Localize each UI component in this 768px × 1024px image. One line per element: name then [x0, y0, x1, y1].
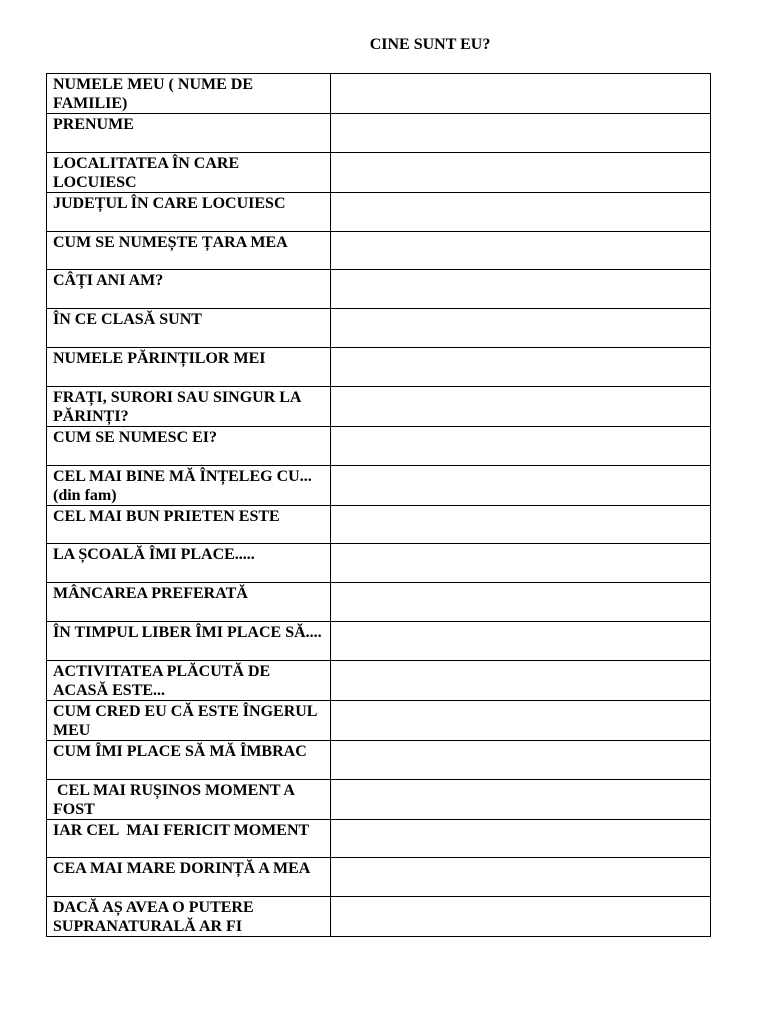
question-label: LA ȘCOALĂ ÎMI PLACE.....	[47, 544, 331, 583]
question-label: NUMELE MEU ( NUME DE FAMILIE)	[47, 74, 331, 114]
table-row	[47, 740, 711, 779]
questionnaire-body	[47, 74, 711, 937]
table-row	[47, 152, 711, 192]
answer-cell[interactable]	[331, 270, 711, 309]
answer-cell[interactable]	[331, 231, 711, 270]
question-label: CUM SE NUMEȘTE ȚARA MEA	[47, 231, 331, 270]
answer-cell[interactable]	[331, 779, 711, 819]
table-row	[47, 74, 711, 114]
table-row	[47, 192, 711, 231]
answer-cell[interactable]	[331, 114, 711, 153]
table-row	[47, 621, 711, 660]
table-row	[47, 114, 711, 153]
answer-cell[interactable]	[331, 74, 711, 114]
answer-cell[interactable]	[331, 426, 711, 465]
answer-cell[interactable]	[331, 192, 711, 231]
answer-cell[interactable]	[331, 621, 711, 660]
table-row	[47, 465, 711, 505]
table-row	[47, 309, 711, 348]
question-label: IAR CEL MAI FERICIT MOMENT	[47, 819, 331, 858]
answer-cell[interactable]	[331, 660, 711, 700]
table-row	[47, 700, 711, 740]
answer-cell[interactable]	[331, 858, 711, 897]
question-label: ÎN TIMPUL LIBER ÎMI PLACE SĂ....	[47, 621, 331, 660]
table-row	[47, 347, 711, 386]
question-label: CUM SE NUMESC EI?	[47, 426, 331, 465]
table-row	[47, 270, 711, 309]
question-label: CUM CRED EU CĂ ESTE ÎNGERUL MEU	[47, 700, 331, 740]
answer-cell[interactable]	[331, 583, 711, 622]
page-title: CINE SUNT EU?	[369, 36, 491, 53]
question-label: DACĂ AȘ AVEA O PUTERE SUPRANATURALĂ AR FI	[47, 897, 331, 937]
question-label: MÂNCAREA PREFERATĂ	[47, 583, 331, 622]
table-row	[47, 505, 711, 544]
question-label: PRENUME	[47, 114, 331, 153]
question-label: FRAȚI, SURORI SAU SINGUR LA PĂRINȚI?	[47, 386, 331, 426]
table-row	[47, 897, 711, 937]
question-label: CEL MAI BINE MĂ ÎNȚELEG CU...(din fam)	[47, 465, 331, 505]
table-row	[47, 544, 711, 583]
answer-cell[interactable]	[331, 544, 711, 583]
answer-cell[interactable]	[331, 347, 711, 386]
answer-cell[interactable]	[331, 152, 711, 192]
table-row	[47, 426, 711, 465]
answer-cell[interactable]	[331, 465, 711, 505]
question-label: CEL MAI BUN PRIETEN ESTE	[47, 505, 331, 544]
question-label: LOCALITATEA ÎN CARE LOCUIESC	[47, 152, 331, 192]
table-row	[47, 819, 711, 858]
question-label: JUDEȚUL ÎN CARE LOCUIESC	[47, 192, 331, 231]
table-row	[47, 779, 711, 819]
questionnaire-table	[46, 73, 711, 937]
question-label: CEA MAI MARE DORINȚĂ A MEA	[47, 858, 331, 897]
table-row	[47, 858, 711, 897]
table-row	[47, 660, 711, 700]
answer-cell[interactable]	[331, 740, 711, 779]
table-row	[47, 386, 711, 426]
answer-cell[interactable]	[331, 700, 711, 740]
question-label: ÎN CE CLASĂ SUNT	[47, 309, 331, 348]
question-label: CEL MAI RUȘINOS MOMENT A FOST	[47, 779, 331, 819]
question-label: NUMELE PĂRINȚILOR MEI	[47, 347, 331, 386]
table-row	[47, 231, 711, 270]
answer-cell[interactable]	[331, 897, 711, 937]
question-label: ACTIVITATEA PLĂCUTĂ DE ACASĂ ESTE...	[47, 660, 331, 700]
answer-cell[interactable]	[331, 386, 711, 426]
question-label: CUM ÎMI PLACE SĂ MĂ ÎMBRAC	[47, 740, 331, 779]
table-row	[47, 583, 711, 622]
question-label: CÂȚI ANI AM?	[47, 270, 331, 309]
answer-cell[interactable]	[331, 819, 711, 858]
answer-cell[interactable]	[331, 309, 711, 348]
answer-cell[interactable]	[331, 505, 711, 544]
